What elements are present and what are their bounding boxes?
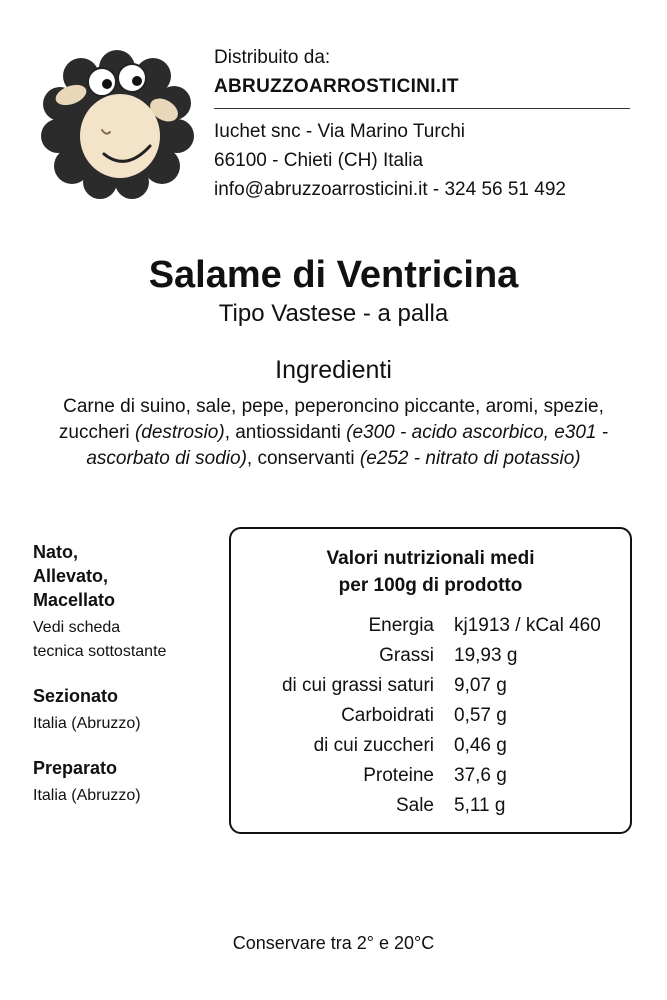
origin-value-line: Vedi scheda — [33, 619, 121, 636]
nutrition-label: Carboidrati — [341, 705, 434, 726]
distributor-header — [214, 44, 630, 204]
nutrition-label: Sale — [395, 795, 434, 816]
origin-heading-line: Nato, — [33, 542, 78, 562]
product-subtitle: Tipo Vastese - a palla — [218, 300, 449, 327]
prepared-heading: Preparato — [33, 758, 118, 778]
ingredients-part-italic: (destrosio) — [134, 422, 225, 443]
origin-value-line: tecnica sottostante — [33, 643, 167, 660]
nutrition-row-carbohydrates — [231, 701, 630, 731]
ingredients-text — [40, 394, 627, 472]
nutrition-row-sugars — [231, 731, 630, 761]
origin-heading — [33, 540, 223, 612]
nutrition-title-line: per 100g di prodotto — [338, 575, 523, 596]
company-address: Iuchet snc - Via Marino Turchi — [214, 121, 465, 142]
nutrition-row-saturated-fat — [231, 671, 630, 701]
product-title: Salame di Ventricina — [148, 254, 519, 296]
nutrition-row-salt — [231, 791, 630, 821]
nutrition-row-fat — [231, 641, 630, 671]
nutrition-label: di cui grassi saturi — [281, 675, 434, 696]
origin-info — [33, 540, 223, 828]
nutrition-label: Grassi — [379, 645, 434, 666]
ingredients-part: , conservanti — [246, 448, 360, 469]
origin-cut — [33, 684, 223, 736]
nutrition-table — [229, 527, 632, 834]
nutrition-title-line: Valori nutrizionali medi — [326, 548, 535, 569]
storage-note: Conservare tra 2° e 20°C — [232, 933, 435, 953]
nutrition-value: 5,11 g — [454, 795, 506, 816]
ingredients-part-italic: (e252 - nitrato di potassio) — [359, 448, 581, 469]
company-city: 66100 - Chieti (CH) Italia — [214, 150, 424, 171]
nutrition-value: 9,07 g — [454, 675, 507, 696]
nutrition-value: kj1913 / kCal 460 — [454, 615, 601, 636]
nutrition-rows — [231, 611, 630, 821]
ingredients-part: , antiossidanti — [224, 422, 347, 443]
nutrition-value: 19,93 g — [454, 645, 518, 666]
ingredients-part: Carne di suino, sale, pepe, peperoncino piccante, aromi, spezie, zuccheri — [58, 396, 604, 443]
ingredients-heading: Ingredienti — [275, 356, 392, 384]
company-contact: info@abruzzoarrosticini.it - 324 56 51 492 — [214, 179, 566, 200]
origin-heading-line: Allevato, — [33, 566, 109, 586]
origin-heading-line: Macellato — [33, 590, 116, 610]
nutrition-value: 0,46 g — [454, 735, 507, 756]
nutrition-row-energy — [231, 611, 630, 641]
prepared-value: Italia (Abruzzo) — [33, 787, 141, 804]
origin-value — [33, 616, 223, 664]
distributor-label: Distribuito da: — [214, 47, 331, 68]
ingredients-part-italic: (e300 - acido ascorbico, e301 - ascorbato di sodio) — [86, 422, 609, 469]
distributor-brand: ABRUZZOARROSTICINI.IT — [214, 72, 630, 109]
cut-value: Italia (Abruzzo) — [33, 715, 141, 732]
nutrition-label: Proteine — [363, 765, 434, 786]
nutrition-value: 0,57 g — [454, 705, 507, 726]
nutrition-title — [231, 545, 630, 599]
sheep-logo-icon — [36, 48, 198, 200]
nutrition-value: 37,6 g — [454, 765, 507, 786]
nutrition-label: Energia — [368, 615, 434, 636]
nutrition-row-protein — [231, 761, 630, 791]
origin-born-raised-slaughtered — [33, 540, 223, 664]
origin-prepared — [33, 756, 223, 808]
nutrition-label: di cui zuccheri — [313, 735, 434, 756]
cut-heading: Sezionato — [33, 686, 119, 706]
